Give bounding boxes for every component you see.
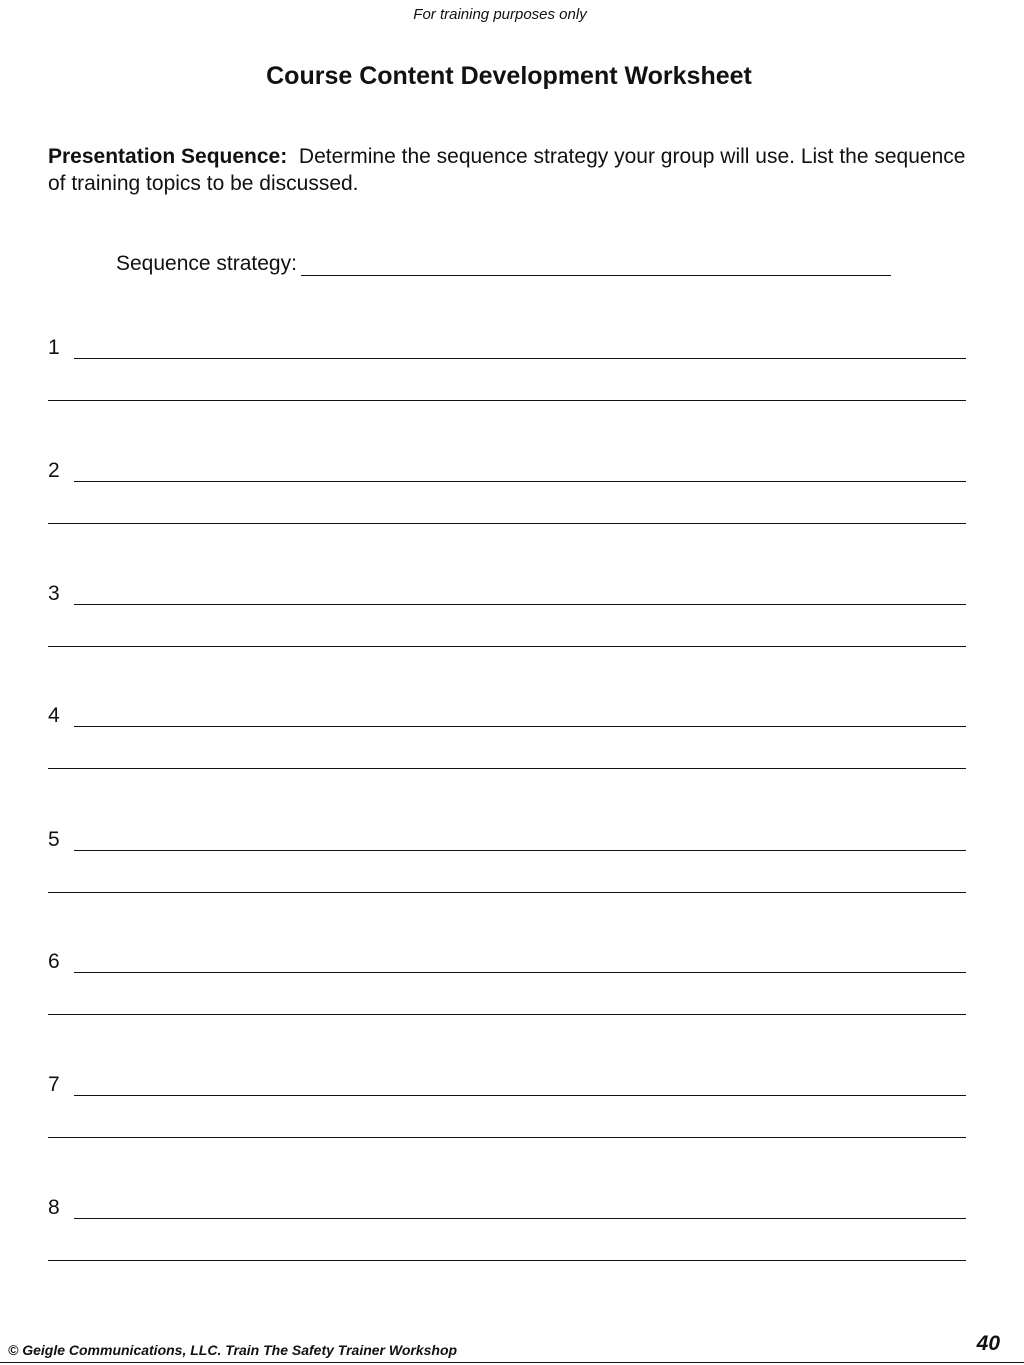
sequence-item [48,701,966,769]
footer-divider [0,1362,1024,1363]
sequence-strategy-label: Sequence strategy: [116,252,297,275]
item-blank-line[interactable] [74,828,966,851]
item-number: 4 [48,704,60,727]
header-note: For training purposes only [413,6,587,23]
intro-text: Determine the sequence strategy your group will use. List the sequence of training topics to be discussed. [48,145,966,195]
item-continuation-line[interactable] [48,646,966,647]
item-number: 5 [48,828,60,851]
item-continuation-line[interactable] [48,1260,966,1261]
item-number: 2 [48,459,60,482]
intro-label: Presentation Sequence: [48,145,288,168]
sequence-item [48,947,966,1015]
sequence-item [48,333,966,401]
sequence-item [48,825,966,893]
item-number: 1 [48,336,60,359]
sequence-item [48,579,966,647]
item-number: 6 [48,950,60,973]
sequence-strategy-field [116,252,891,276]
item-blank-line[interactable] [74,1073,966,1096]
sequence-strategy-blank[interactable] [301,253,891,276]
intro-paragraph [48,143,978,197]
item-blank-line[interactable] [74,1196,966,1219]
item-blank-line[interactable] [74,336,966,359]
item-blank-line[interactable] [74,582,966,605]
item-blank-line[interactable] [74,704,966,727]
item-continuation-line[interactable] [48,523,966,524]
item-number: 3 [48,582,60,605]
item-continuation-line[interactable] [48,1014,966,1015]
item-continuation-line[interactable] [48,400,966,401]
item-continuation-line[interactable] [48,892,966,893]
item-number: 7 [48,1073,60,1096]
item-continuation-line[interactable] [48,768,966,769]
sequence-item [48,1193,966,1261]
page-title: Course Content Development Worksheet [266,62,752,90]
sequence-item [48,1070,966,1138]
item-blank-line[interactable] [74,950,966,973]
sequence-item [48,456,966,524]
item-continuation-line[interactable] [48,1137,966,1138]
item-number: 8 [48,1196,60,1219]
page-number: 40 [976,1332,1000,1355]
item-blank-line[interactable] [74,459,966,482]
footer-copyright: © Geigle Communications, LLC. Train The Safety Trainer Workshop [8,1342,458,1358]
